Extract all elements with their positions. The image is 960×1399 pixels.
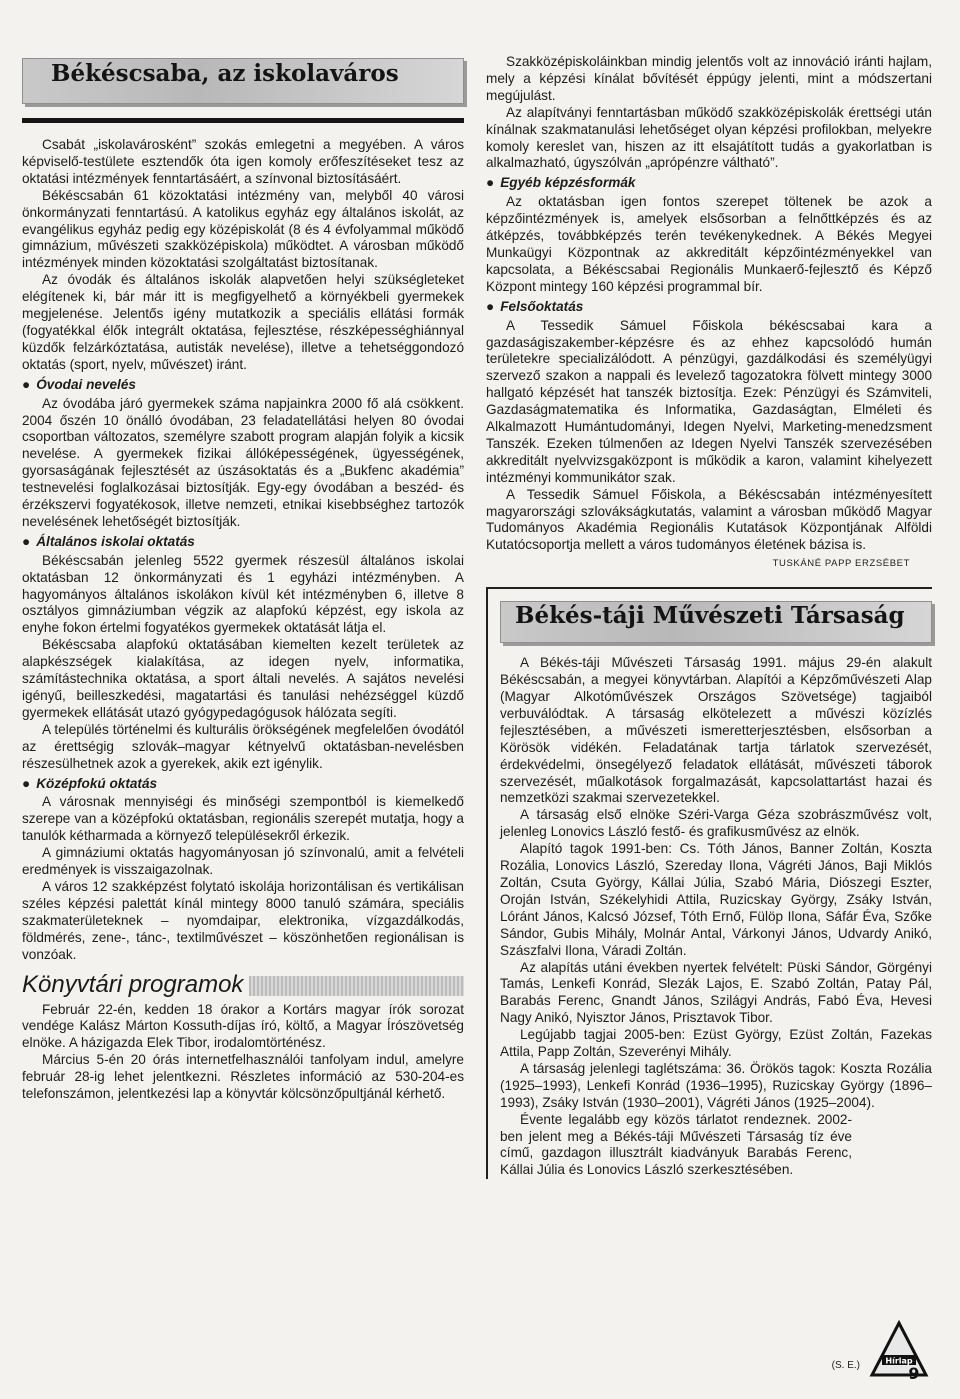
intro-paragraph: Békéscsabán 61 közoktatási intézmény van, melyből 40 városi önkormányzati fenntartású. A katolikus egyház egy általános iskolát, az evangélikus egyház pedig egy középiskolát (8 és 4 évfolyammal működő gimnázium, művészeti szakközépiskola) működtet. A városban működő intézmények minden közoktatási szolgáltatást biztosítanak.	[22, 187, 464, 271]
bullet-icon: ●	[486, 298, 495, 314]
logo-text: Hírlap	[885, 1356, 913, 1366]
section-heading: ● Középfokú oktatás	[22, 775, 158, 791]
left-column	[22, 0, 464, 1103]
paragraph: Szakközépiskoláinkban mindig jelentős volt az innováció iránti hajlam, mely a képzési kínálat bővítését éppúgy jelenti, mint a módszertani megújulást.	[486, 54, 932, 103]
paragraph: Évente legalább egy közös tárlatot rendeznek. 2002-ben jelent meg a Békés-táji Művészeti Társaság tíz éve című, gazdagon illusztrált kiadványuk Barabás Ferenc, Kállai Júlia és Lonovics László szerkesztésében.	[500, 1111, 852, 1178]
article-title: Békéscsaba, az iskolaváros	[51, 60, 399, 87]
section-heading: ● Egyéb képzésformák	[486, 175, 636, 191]
right-column	[486, 0, 932, 1179]
paragraph: A társaság első elnöke Széri-Varga Géza szobrászművész volt, jelenleg Lonovics László festő- és grafikusművész az elnök.	[500, 807, 932, 840]
paragraph: Március 5-én 20 órás internetfelhasználói tanfolyam indul, amelyre február 28-ig lehet jelentkezni. Részletes információ az 530-204-es telefonszámon, jelentkezési lap a könyvtár kölcsönzőpultjánál kérhető.	[22, 1052, 464, 1102]
paragraph: Az alapítványi fenntartásban működő szakközépiskolák érettségi után kínálnak szakmatanulási lehetőséget olyan képzési profilokban, melyekre komoly kereslet van, hiszen az itt elsajátított tudás a gyakorlatban is alkalmazható, úgyszólván „aprópénzre váltható”.	[486, 104, 932, 171]
bullet-icon: ●	[22, 775, 31, 791]
article2-signature: (S. E.)	[831, 1360, 860, 1371]
paragraph: A társaság jelenlegi taglétszáma: 36. Örökös tagok: Koszta Rozália (1925–1993), Lenkefi Konrád (1936–1995), Ruzicskay György (1896–1993), Zsáky István (1930–2001), Vágréti János (1925–2004).	[500, 1060, 932, 1110]
paragraph: Békéscsaba alapfokú oktatásában kiemelten kezelt területek az alapkészségek kialakítása, az idegen nyelv, informatika, számítástechnika oktatása, a sport általi nevelés. A sajátos nevelési igényű, beilleszkedési, magatartási és tanulási nehézséggel küzdő gyermekek ellátását utazó gyógypedagógusok hálózata segíti.	[22, 637, 464, 720]
paragraph: Alapító tagok 1991-ben: Cs. Tóth János, Banner Zoltán, Koszta Rozália, Lonovics László, Szereday Ilona, Vágréti János, Baji Miklós Zoltán, Csuta György, Kállai Júlia, Szabó Mária, Diószegi Eszter, Oroján István, Székelyhidi Attila, Ruzicskay György, Zsáky István, Lóránt János, Kalcsó József, Tóth Ernő, Fülöp Ilona, Sáfár Éva, Szőke Sándor, Gubis Mihály, Molnár Antal, Várkonyi János, Udvardy Anikó, Szászfalvi Ilona, Váradi Zoltán.	[500, 841, 932, 958]
article2-title: Békés-táji Művészeti Társaság	[515, 602, 905, 630]
article-title-band	[22, 58, 464, 104]
intro-paragraph: Az óvodák és általános iskolák alapvetően helyi szükségleteket elégítenek ki, bár már itt is megfigyelhető a környékbeli gyermekek megjelenése. Jelentős igény mutatkozik a speciális ellátási formák (fogyatékkal élők integrált oktatása, fejlesztése, részképességhiánnyal küzdők felzárkóztatása, autisták nevelése), illetve a tehetséggondozó oktatás (sport, nyelv, művészet) iránt.	[22, 272, 464, 372]
paragraph: A Tessedik Sámuel Főiskola, a Békéscsabán intézményesített magyarországi szlovákságkutatás, valamint a városban működő Magyar Tudományos Akadémia Regionális Kutatások Központjának Alföldi Kutatócsoportja mellett a város tudományos életének bázisa is.	[486, 486, 932, 553]
bullet-icon: ●	[22, 376, 31, 392]
paragraph: Február 22-én, kedden 18 órakor a Kortárs magyar írók sorozat vendége Kalász Márton Kossuth-díjas író, költő, a Magyar Írószövetség elnöke. A házigazda Elek Tibor, irodalomtörténész.	[22, 1001, 464, 1051]
paragraph: A város 12 szakképzést folytató iskolája horizontálisan és vertikálisan széles képzési palettát kínál mintegy 8000 tanuló számára, speciális szakmaterületeknek – nyomdaipar, elektronika, vízgazdálkodás, földmérés, zene-, tánc-, textilművészet – köszönhetően regionálisan is vonzóak.	[22, 878, 464, 962]
paragraph: Az óvodába járó gyermekek száma napjainkra 2000 fő alá csökkent. 2004 őszén 10 önálló óvodában, 23 feladatellátási helyen 80 óvodai csoportban változatos, személyre szabott program alapján folyik a kicsik nevelése. A gyermekek fizikai állóképességének, ügyességének, gyorsaságának fejlesztését az úszásoktatás és a „Bukfenc akadémia” testnevelési foglalkozásai biztosítják. Egy-egy óvodában a beszéd- és érzékszervi fogyatékosok, illetve nemzeti, etnikai kisebbséghez tartozók nevelésének lehetőségét biztosítják.	[22, 395, 464, 529]
paragraph: A városnak mennyiségi és minőségi szempontból is kiemelkedő szerepe van a középfokú oktatásban, regionális szerepét mutatja, hogy a tanulók kétharmada a környező településekről érkezik.	[22, 794, 464, 844]
section-heading: ● Óvodai nevelés	[22, 376, 136, 392]
paragraph: Az alapítás utáni években nyertek felvételt: Püski Sándor, Görgényi Tamás, Lenkefi Konrád, Slezák Lajos, E. Szabó Zoltán, Patay Pál, Barabás Ferenc, Gnandt János, Szilágyi András, Fabó Éva, Hevesi Nagy Anikó, Nyisztor János, Prisztavok Tibor.	[500, 959, 932, 1026]
library-title: Könyvtári programok	[22, 971, 244, 999]
paragraph: A gimnáziumi oktatás hagyományosan jó színvonalú, amit a felvételi eredmények is visszaigazolnak.	[22, 845, 464, 878]
library-section-title	[22, 971, 464, 999]
paragraph: A Tessedik Sámuel Főiskola békéscsabai kara a gazdaságiszakember-képzésre és az ehhez kapcsolódó humán területekre specializálódott. A pénzügyi, gazdálkodási és személyügyi szervező szakon a nappali és levelező tagozatokra fölvett mintegy 3000 hallgató képzését hat tanszék biztosítja. Ezek: Pénzügyi és Számviteli, Gazdaságmatematika és Informatika, Gazdaságtan, Elméleti és Alkalmazott Humántudományi, Idegen Nyelvi, Marketing-menedzsment Tanszék. Ezeken túlmenően az Idegen Nyelvi Tanszék szervezésében akkreditált nyelvvizsgaközpont is működik a karon, valamint kihelyezett intézményi kommunikátor szak.	[486, 317, 932, 485]
paragraph: A település történelmi és kulturális örökségének megfelelően óvodától az érettségig szlovák–magyar kétnyelvű oktatásban-nevelésben részesülhetnek azok a gyerekek, akik ezt igénylik.	[22, 721, 464, 771]
paragraph: A Békés-táji Művészeti Társaság 1991. május 29-én alakult Békéscsabán, a megyei könyvtárban. Alapítói a Képzőművészeti Alap (Magyar Alkotóművészek Országos Szövetsége) tagjaiból verbuválódtak. A társaság elkötelezett a művészi közízlés fejlesztésében, a művészeti ismeretterjesztésben, elsősorban a Körösök vidékén. Feladatának tartja tárlatok szervezését, érdekvédelmi, önsegélyező feladatok ellátását, művészeti táborok szervezését, műalkotások forgalmazását, kapcsolattartást hazai és nemzetközi szakmai szervezetekkel.	[500, 655, 932, 806]
bullet-icon: ●	[22, 533, 31, 549]
author-signature: TUSKÁNÉ PAPP ERZSÉBET	[772, 558, 910, 570]
page-number: 9	[908, 1364, 920, 1381]
article2-title-band	[500, 601, 932, 643]
hirlap-logo-icon	[868, 1319, 930, 1381]
intro-paragraph: Csabát „iskolavárosként” szokás emlegetni a megyében. A város képviselő-testülete esztendők óta igen komoly erőfeszítéseket tesz az oktatási intézmények fenntartásáért, a színvonal biztosításáért.	[22, 137, 464, 186]
paragraph: Az oktatásban igen fontos szerepet töltenek be azok a képzőintézmények is, amelyek elsősorban a felnőttképzés és az átképzés, továbbképzés terén tevékenykednek. A Békés Megyei Munkaügyi Központnak az akkreditált képzőintézményekkel van kapcsolata, a Békéscsabai Regionális Munkaerő-fejlesztő és Képző Központ mintegy 160 képzési programmal bír.	[486, 194, 932, 294]
title-decor-bar	[249, 976, 464, 996]
section-heading: ● Felsőoktatás	[486, 298, 584, 314]
paragraph: Békéscsabán jelenleg 5522 gyermek részesül általános iskolai oktatásban 12 önkormányzati és 1 egyházi intézményben. A hagyományos általános iskolákon kívül két intézményben 6, illetve 8 osztályos gimnáziumban végzik az alapfokú képzést, egy iskola az enyhe fokon értelmi fogyatékos gyermekek oktatását látja el.	[22, 552, 464, 636]
article2-box	[486, 587, 932, 1179]
section-heading: ● Általános iskolai oktatás	[22, 533, 195, 549]
title-rule	[22, 118, 464, 123]
bullet-icon: ●	[486, 175, 495, 191]
paragraph: Legújabb tagjai 2005-ben: Ezüst György, Ezüst Zoltán, Fazekas Attila, Papp Zoltán, Szeverényi Mihály.	[500, 1027, 932, 1060]
